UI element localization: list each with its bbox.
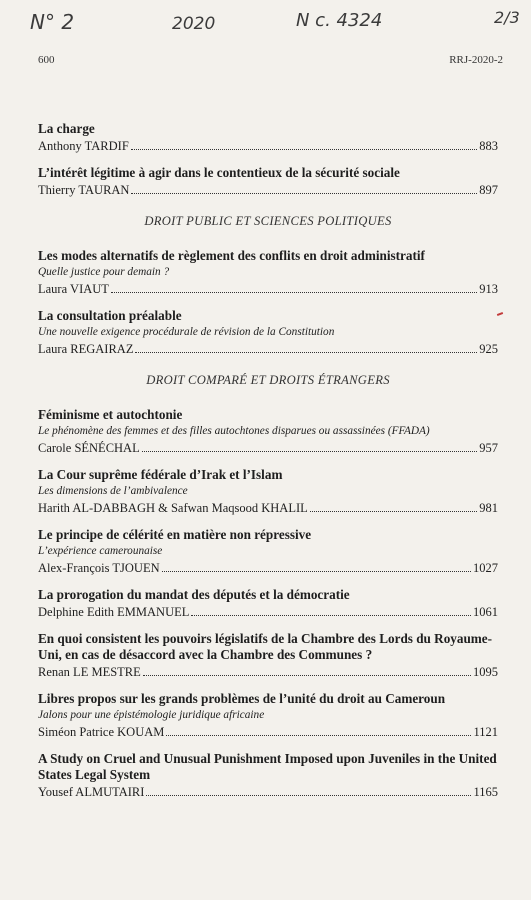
entry-title: A Study on Cruel and Unusual Punishment Imposed upon Juveniles in the United States Legal System [38, 751, 497, 782]
dot-leader [191, 614, 471, 616]
entry-author-line [38, 664, 498, 680]
entry-page: 883 [479, 139, 498, 153]
section-heading: DROIT PUBLIC ET SCIENCES POLITIQUES [144, 214, 392, 228]
entry-author: Carole SÉNÉCHAL [38, 441, 140, 455]
red-pen-mark [497, 312, 503, 316]
page-number: 600 [38, 54, 55, 66]
entry-author: Thierry TAURAN [38, 183, 130, 197]
entry-author-line [38, 341, 498, 357]
entry-author-line [38, 281, 498, 297]
toc-entry[interactable] [38, 407, 498, 456]
dot-leader [135, 351, 477, 353]
entry-subtitle: Les dimensions de l’ambivalence [38, 485, 188, 497]
toc-entry[interactable] [38, 527, 498, 576]
toc-entry[interactable] [38, 248, 498, 297]
entry-title: La prorogation du mandat des députés et la démocratie [38, 587, 350, 602]
entry-page: 1121 [473, 725, 498, 739]
entry-page: 1061 [473, 605, 498, 619]
entry-author: Delphine Edith EMMANUEL [38, 605, 190, 619]
toc-entry[interactable] [38, 691, 498, 740]
handwritten-number: N° 2 [30, 10, 75, 34]
toc-entry[interactable] [38, 308, 498, 357]
entry-title: La charge [38, 121, 95, 136]
dot-leader [310, 510, 477, 512]
entry-title: La consultation préalable [38, 308, 182, 323]
entry-author-line [38, 784, 498, 800]
entry-author-line [38, 138, 498, 154]
entry-title: Féminisme et autochtonie [38, 407, 183, 422]
toc-entry[interactable] [38, 467, 498, 516]
entry-author-line [38, 724, 498, 740]
entry-page: 957 [479, 441, 498, 455]
entry-author-line [38, 604, 498, 620]
entry-title: Les modes alternatifs de règlement des conflits en droit administratif [38, 248, 425, 263]
entry-page: 1027 [473, 561, 498, 575]
entry-author: Yousef ALMUTAIRI [38, 785, 145, 799]
handwritten-reference: N c. 4324 [296, 10, 383, 31]
entry-page: 897 [479, 183, 498, 197]
handwritten-notes [0, 6, 531, 40]
entry-page: 925 [479, 342, 498, 356]
toc-entry[interactable] [38, 751, 498, 800]
entry-subtitle: L’expérience camerounaise [38, 545, 163, 557]
dot-leader [146, 794, 471, 796]
entry-page: 1095 [473, 665, 498, 679]
dot-leader [131, 148, 477, 150]
entry-author-line [38, 560, 498, 576]
entry-title: En quoi consistent les pouvoirs législatifs de la Chambre des Lords du Royaume-Uni, en cas de désaccord avec la Chambre des Communes ? [38, 631, 493, 662]
entry-author: Alex-François TJOUEN [38, 561, 160, 575]
dot-leader [143, 674, 471, 676]
entry-title: Le principe de célérité en matière non répressive [38, 527, 312, 542]
entry-author: Siméon Patrice KOUAM [38, 725, 165, 739]
toc-entry[interactable] [38, 121, 498, 154]
entry-subtitle: Jalons pour une épistémologie juridique africaine [38, 709, 265, 721]
toc-entry[interactable] [38, 165, 498, 198]
table-of-contents [38, 121, 498, 811]
entry-author: Laura REGAIRAZ [38, 342, 134, 356]
entry-author-line [38, 500, 498, 516]
dot-leader [162, 570, 471, 572]
entry-author-line [38, 440, 498, 456]
entry-title: La Cour suprême fédérale d’Irak et l’Islam [38, 467, 283, 482]
dot-leader [111, 291, 477, 293]
entry-page: 913 [479, 282, 498, 296]
entry-subtitle: Quelle justice pour demain ? [38, 266, 170, 278]
handwritten-fraction: 2/3 [494, 8, 520, 27]
entry-author-line [38, 182, 498, 198]
dot-leader [142, 450, 478, 452]
entry-author: Anthony TARDIF [38, 139, 129, 153]
toc-entry[interactable] [38, 587, 498, 620]
entry-author: Harith AL-DABBAGH & Safwan Maqsood KHALIL [38, 501, 308, 515]
journal-reference: RRJ-2020-2 [449, 54, 503, 66]
entry-author: Laura VIAUT [38, 282, 109, 296]
handwritten-year: 2020 [172, 14, 216, 34]
toc-entry[interactable] [38, 631, 498, 680]
entry-page: 1165 [473, 785, 498, 799]
section-heading: DROIT COMPARÉ ET DROITS ÉTRANGERS [146, 373, 390, 387]
entry-title: L’intérêt légitime à agir dans le contentieux de la sécurité sociale [38, 165, 400, 180]
entry-subtitle: Le phénomène des femmes et des filles autochtones disparues ou assassinées (FFADA) [38, 425, 430, 437]
dot-leader [131, 192, 477, 194]
entry-page: 981 [479, 501, 498, 515]
entry-author: Renan LE MESTRE [38, 665, 141, 679]
entry-subtitle: Une nouvelle exigence procédurale de révision de la Constitution [38, 326, 335, 338]
dot-leader [166, 734, 471, 736]
entry-title: Libres propos sur les grands problèmes de l’unité du droit au Cameroun [38, 691, 446, 706]
